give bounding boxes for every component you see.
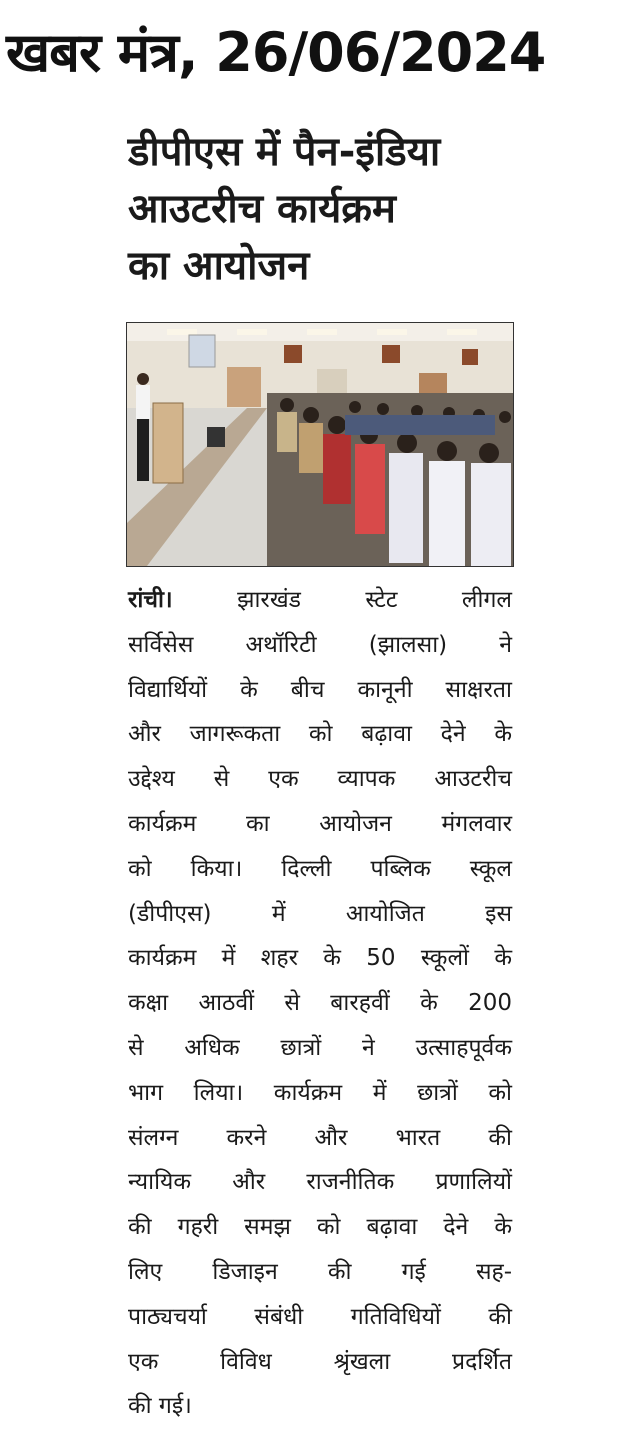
article-line: उद्देश्य से एक व्यापक आउटरीच	[128, 766, 512, 793]
article-line: और जागरूकता को बढ़ावा देने के	[128, 721, 512, 748]
article-line: भाग लिया। कार्यक्रम में छात्रों को	[128, 1079, 512, 1106]
headline	[128, 124, 528, 295]
article-line: लिए डिजाइन की गई सह-	[128, 1258, 512, 1285]
dateline: रांची।	[128, 587, 173, 613]
article-line: सर्विसेस अथॉरिटी (झालसा) ने	[128, 631, 512, 658]
article-line: की गहरी समझ को बढ़ावा देने के	[128, 1214, 512, 1241]
article-line: एक विविध श्रृंखला प्रदर्शित	[128, 1348, 512, 1375]
headline-line-3: का आयोजन	[128, 243, 310, 289]
news-photo	[126, 322, 514, 567]
article-body	[128, 578, 512, 1429]
article-line: विद्यार्थियों के बीच कानूनी साक्षरता	[128, 676, 512, 703]
auditorium-photo	[127, 323, 513, 566]
masthead: खबर मंत्र, 26/06/2024	[6, 21, 546, 84]
article-line: से अधिक छात्रों ने उत्साहपूर्वक	[128, 1034, 512, 1061]
article-line: कक्षा आठवीं से बारहवीं के 200	[128, 990, 512, 1017]
headline-line-2: आउटरीच कार्यक्रम	[128, 186, 396, 232]
article-line: कार्यक्रम का आयोजन मंगलवार	[128, 810, 512, 837]
article-line: कार्यक्रम में शहर के 50 स्कूलों के	[128, 945, 512, 972]
article-line: की गई।	[128, 1393, 192, 1420]
article-line: न्यायिक और राजनीतिक प्रणालियों	[128, 1169, 512, 1196]
article-line: संलग्न करने और भारत की	[128, 1124, 512, 1151]
article-line: को किया। दिल्ली पब्लिक स्कूल	[128, 855, 512, 882]
article-line: रांची। झारखंड स्टेट लीगल	[128, 587, 513, 613]
headline-line-1: डीपीएस में पैन-इंडिया	[128, 129, 441, 175]
article-line: (डीपीएस) में आयोजित इस	[128, 900, 512, 927]
article-line: पाठ्यचर्या संबंधी गतिविधियों की	[128, 1303, 512, 1330]
